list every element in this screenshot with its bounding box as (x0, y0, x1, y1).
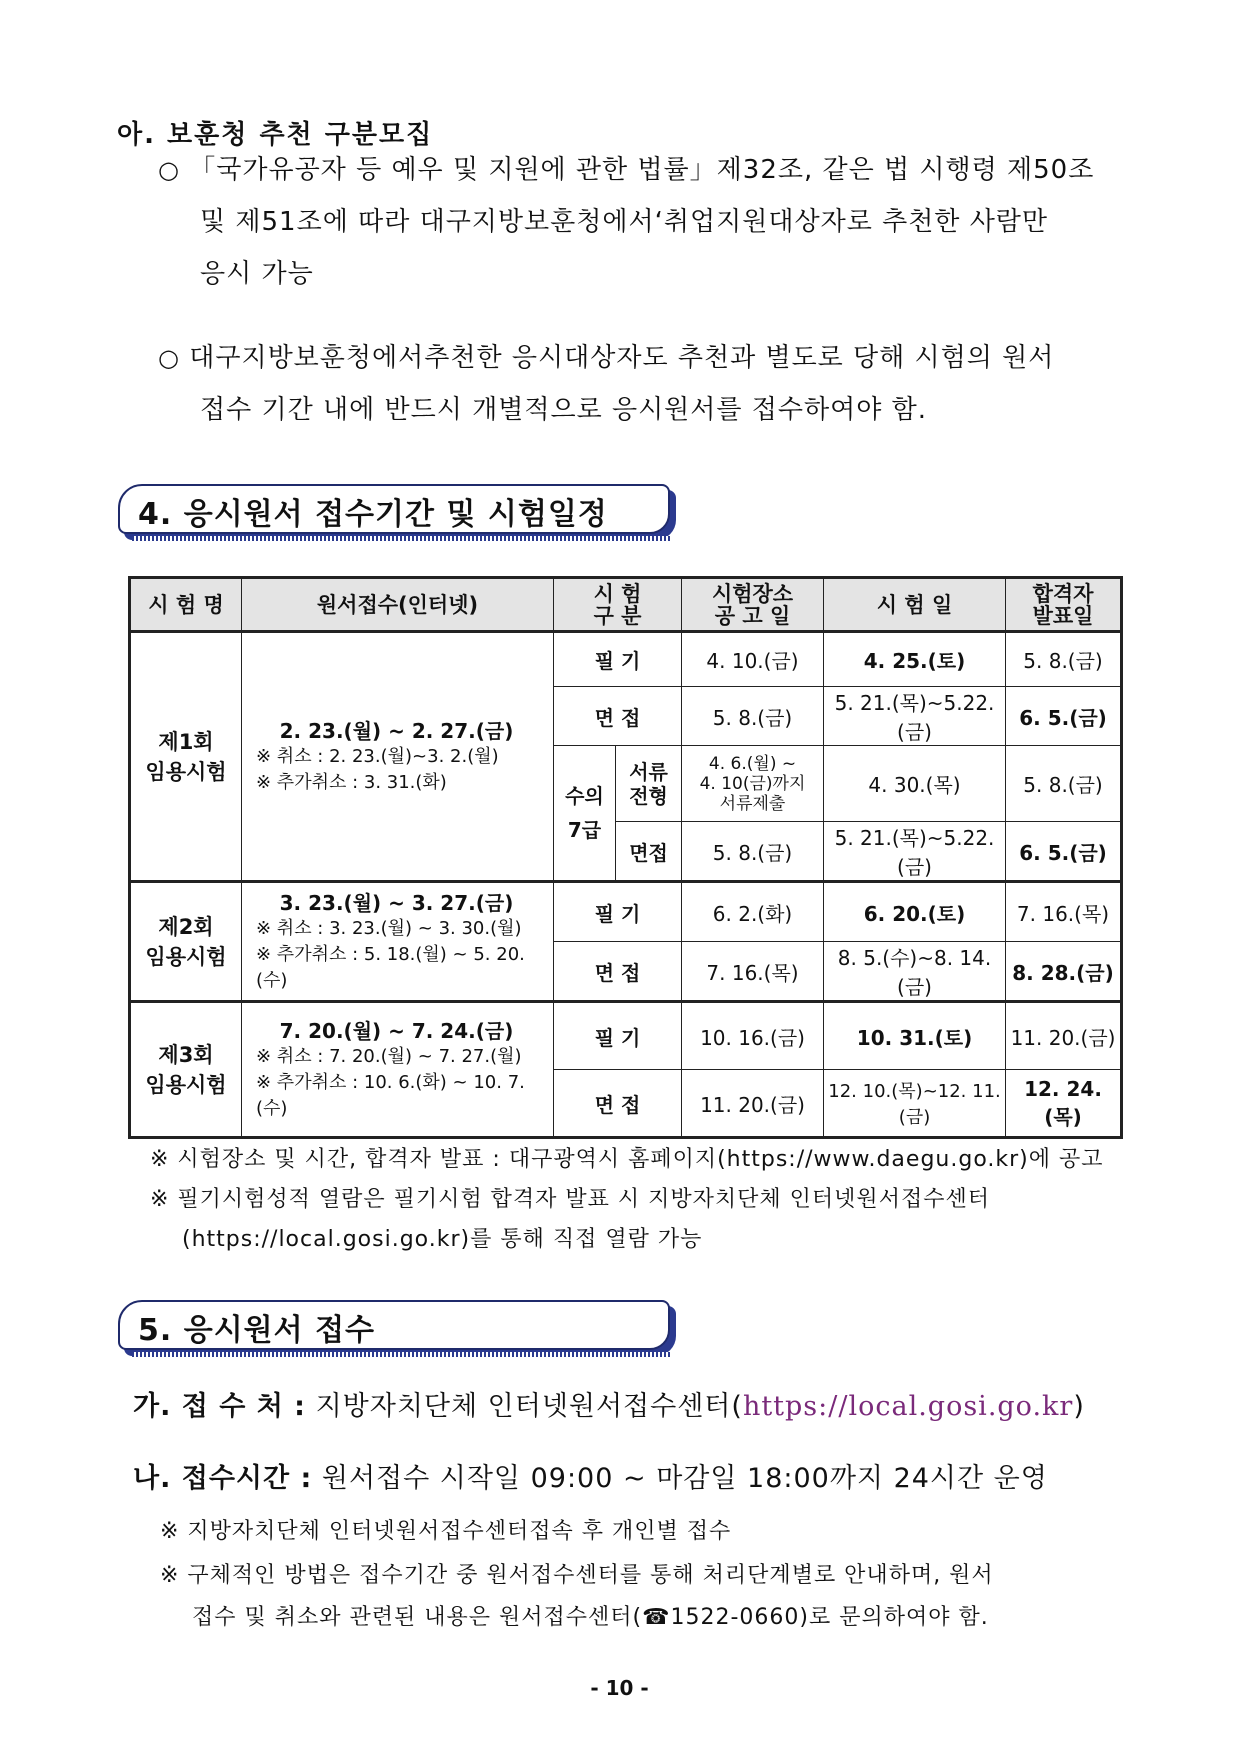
round-1-period: 2. 23.(월) ~ 2. 27.(금) ※ 취소 : 2. 23.(월)~3. 2.(월) ※ 추가취소 : 3. 31.(화) (242, 632, 554, 882)
header-exam-name: 시 험 명 (130, 578, 242, 632)
reception-place-text: 지방자치단체 인터넷원서접수센터( (315, 1391, 743, 1422)
round-1-interview-result: 6. 5.(금) (1006, 687, 1122, 746)
round-2-written-exam: 6. 20.(토) (824, 882, 1006, 942)
paragraph-2-line-2: 접수 기간 내에 반드시 개별적으로 응시원서를 접수하여야 함. (200, 395, 928, 425)
round-3-written-result: 11. 20.(금) (1006, 1002, 1122, 1070)
reception-note-2-line-1: ※ 구체적인 방법은 접수기간 중 원서접수센터를 통해 처리단계별로 안내하며, 원서 (160, 1563, 994, 1588)
round-2-interview-type: 면 접 (554, 942, 682, 1002)
header-exam-type: 시 험 구 분 (554, 578, 682, 632)
round-2-written-type: 필 기 (554, 882, 682, 942)
paragraph-1 (158, 144, 1094, 196)
table-note-2-line-1: ※ 필기시험성적 열람은 필기시험 합격자 발표 시 지방자치단체 인터넷원서접수센터 (150, 1187, 990, 1212)
reception-note-2-line-2: 접수 및 취소와 관련된 내용은 원서접수센터(☎1522-0660)로 문의하여야 함. (192, 1605, 989, 1630)
round-3-written-exam: 10. 31.(토) (824, 1002, 1006, 1070)
round-3-interview-type: 면 접 (554, 1070, 682, 1138)
reception-place-label: 가. 접 수 처 : (133, 1391, 306, 1422)
round-1-interview-type: 면 접 (554, 687, 682, 746)
reception-close-paren: ) (1073, 1391, 1085, 1422)
reception-hours-text: 원서접수 시작일 09:00 ~ 마감일 18:00까지 24시간 운영 (321, 1463, 1048, 1494)
round-1-written-exam: 4. 25.(토) (824, 632, 1006, 687)
header-exam-date: 시 험 일 (824, 578, 1006, 632)
round-2-written-venue: 6. 2.(화) (682, 882, 824, 942)
table-note-1: ※ 시험장소 및 시간, 합격자 발표 : 대구광역시 홈페이지(https://www.daegu.go.kr)에 공고 (150, 1147, 1104, 1172)
round-3-written-type: 필 기 (554, 1002, 682, 1070)
round-2-interview-venue: 7. 16.(목) (682, 942, 824, 1002)
header-venue-notice: 시험장소 공 고 일 (682, 578, 824, 632)
page-number: - 10 - (590, 1676, 649, 1700)
section-4-title: 4. 응시원서 접수기간 및 시험일정 (138, 497, 608, 532)
round-1-interview-venue: 5. 8.(금) (682, 687, 824, 746)
round-3-period: 7. 20.(월) ~ 7. 24.(금) ※ 취소 : 7. 20.(월) ~ 7. 27.(월) ※ 추가취소 : 10. 6.(화) ~ 10. 7.(수) (242, 1002, 554, 1138)
section-5-banner (118, 1300, 678, 1356)
round-1-written-venue: 4. 10.(금) (682, 632, 824, 687)
paragraph-1-line-1: 「국가유공자 등 예우 및 지원에 관한 법률」제32조, 같은 법 시행령 제50조 (189, 155, 1095, 185)
round-3-interview-exam: 12. 10.(목)~12. 11.(금) (824, 1070, 1006, 1138)
grade-7-interview-type: 면접 (616, 822, 682, 882)
reception-place (133, 1384, 1085, 1423)
grade-7-doc-type: 서류 전형 (616, 746, 682, 822)
grade-7-interview-result: 6. 5.(금) (1006, 822, 1122, 882)
round-1-interview-exam: 5. 21.(목)~5.22.(금) (824, 687, 1006, 746)
reception-hours-label: 나. 접수시간 : (133, 1463, 313, 1494)
table-row (130, 632, 1122, 687)
round-2-period: 3. 23.(월) ~ 3. 27.(금) ※ 취소 : 3. 23.(월) ~ 3. 30.(월) ※ 추가취소 : 5. 18.(월) ~ 5. 20.(수) (242, 882, 554, 1002)
round-3-name: 제3회 임용시험 (130, 1002, 242, 1138)
header-result-date: 합격자 발표일 (1006, 578, 1122, 632)
round-2-interview-result: 8. 28.(금) (1006, 942, 1122, 1002)
paragraph-1-line-3: 응시 가능 (200, 259, 314, 289)
round-1-name: 제1회 임용시험 (130, 632, 242, 882)
paragraph-2 (158, 332, 1054, 384)
reception-link[interactable]: https://local.gosi.go.kr (742, 1391, 1074, 1422)
grade-7-doc-exam: 4. 30.(목) (824, 746, 1006, 822)
round-3-interview-result: 12. 24.(목) (1006, 1070, 1122, 1138)
paragraph-2-line-1: 대구지방보훈청에서추천한 응시대상자도 추천과 별도로 당해 시험의 원서 (189, 343, 1055, 373)
round-2-written-result: 7. 16.(목) (1006, 882, 1122, 942)
bullet-icon: ○ (158, 156, 180, 184)
header-application-period: 원서접수(인터넷) (242, 578, 554, 632)
table-header-row (130, 578, 1122, 632)
round-3-interview-venue: 11. 20.(금) (682, 1070, 824, 1138)
grade-7-label: 수의 7급 (554, 746, 616, 882)
section-heading-veterans: 아. 보훈청 추천 구분모집 (117, 120, 434, 150)
bullet-icon: ○ (158, 344, 180, 372)
grade-7-doc-result: 5. 8.(금) (1006, 746, 1122, 822)
round-2-interview-exam: 8. 5.(수)~8. 14.(금) (824, 942, 1006, 1002)
reception-note-1: ※ 지방자치단체 인터넷원서접수센터접속 후 개인별 접수 (160, 1519, 732, 1544)
round-2-name: 제2회 임용시험 (130, 882, 242, 1002)
table-note-2-line-2: (https://local.gosi.go.kr)를 통해 직접 열람 가능 (182, 1227, 703, 1252)
grade-7-interview-exam: 5. 21.(목)~5.22.(금) (824, 822, 1006, 882)
grade-7-doc-venue: 4. 6.(월) ~ 4. 10(금)까지 서류제출 (682, 746, 824, 822)
table-row (130, 882, 1122, 942)
round-3-written-venue: 10. 16.(금) (682, 1002, 824, 1070)
paragraph-1-line-2: 및 제51조에 따라 대구지방보훈청에서‘취업지원대상자로 추천한 사람만 (200, 207, 1049, 237)
grade-7-interview-venue: 5. 8.(금) (682, 822, 824, 882)
round-1-written-type: 필 기 (554, 632, 682, 687)
exam-schedule-table (128, 576, 1123, 1139)
reception-hours (133, 1456, 1048, 1495)
table-row (130, 1002, 1122, 1070)
section-4-banner (118, 484, 678, 540)
section-5-title: 5. 응시원서 접수 (138, 1313, 376, 1348)
round-1-written-result: 5. 8.(금) (1006, 632, 1122, 687)
